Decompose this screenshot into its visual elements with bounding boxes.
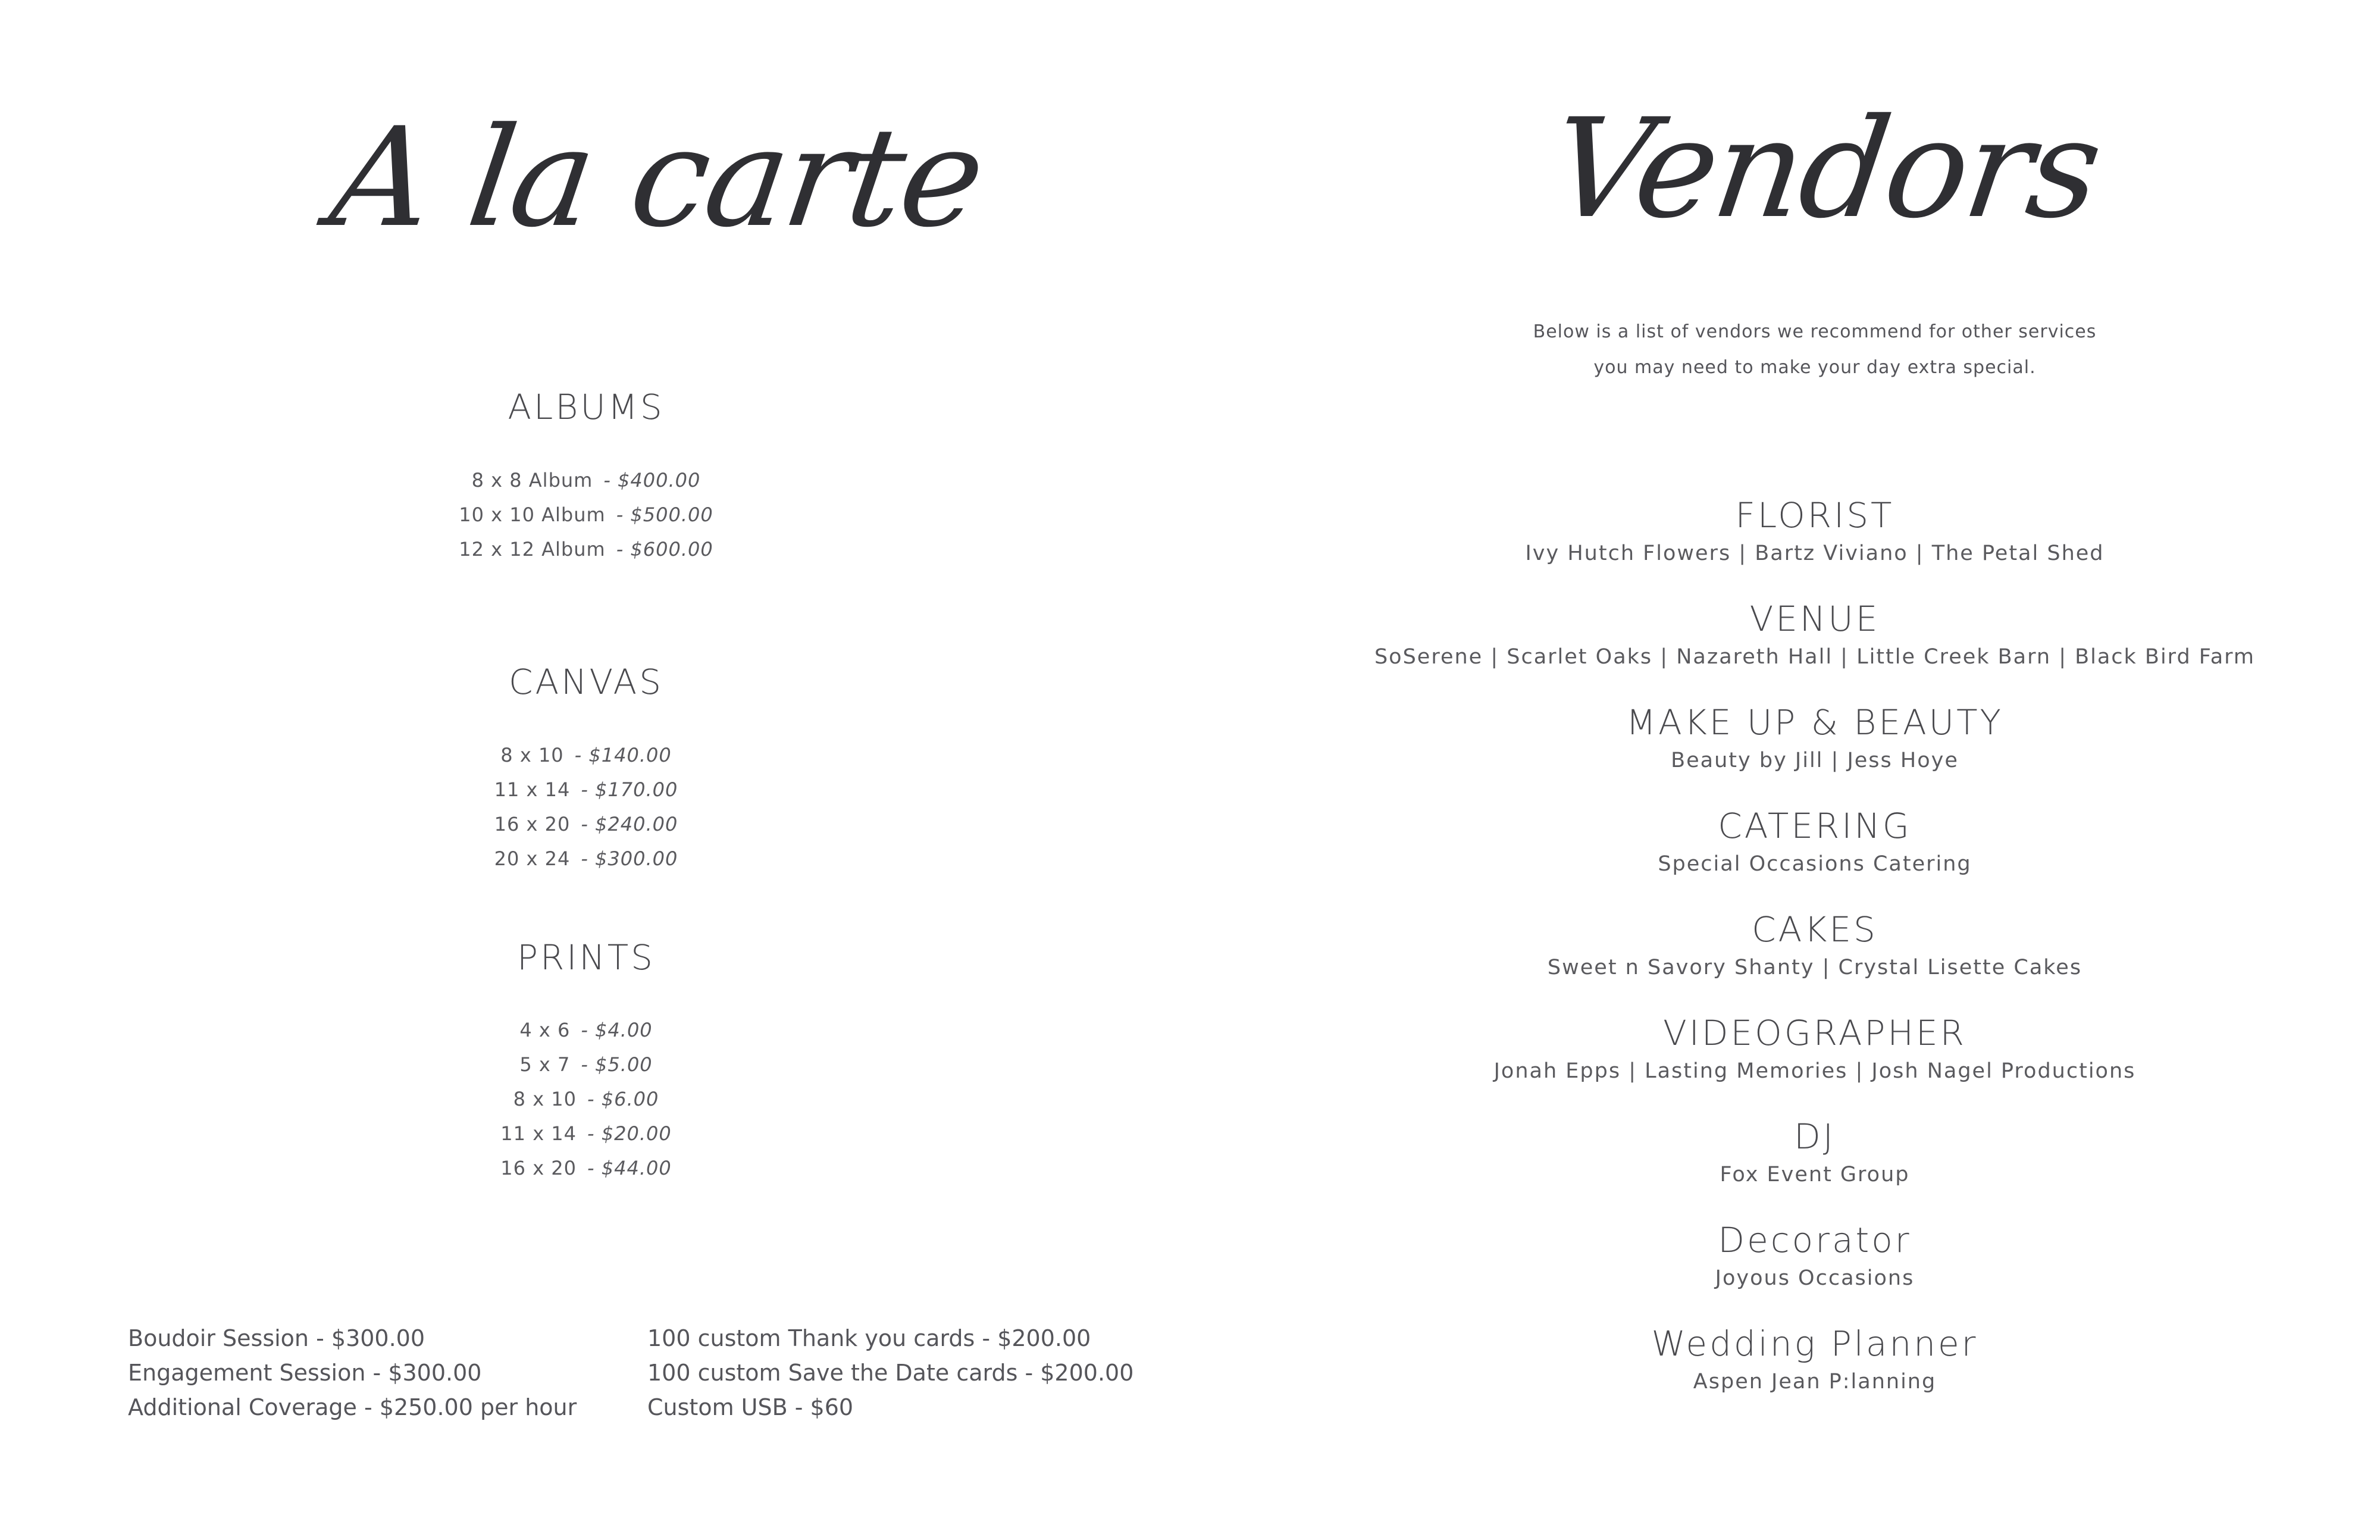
category-name: CATERING — [1718, 806, 1912, 846]
prints-heading: PRINTS — [516, 937, 655, 978]
vendor-category-wedding-planner — [1368, 1322, 2261, 1398]
item-price: - $6.00 — [587, 1088, 659, 1110]
albums-price-list — [348, 463, 824, 566]
vendor-category-catering — [1368, 805, 2261, 881]
vendor-category-makeup — [1368, 701, 2261, 777]
item-size: 8 x 8 Album — [471, 469, 593, 492]
vendors-intro — [1458, 314, 2172, 386]
category-vendors: Beauty by Jill | Jess Hoye — [1671, 749, 1959, 772]
vendor-category-videographer — [1368, 1012, 2261, 1088]
item-size: 8 x 10 — [500, 744, 564, 766]
item-size: 16 x 20 — [494, 813, 571, 835]
vendor-category-cakes — [1368, 908, 2261, 984]
category-name: VENUE — [1749, 599, 1880, 639]
price-item — [348, 1082, 824, 1116]
item-size: 4 x 6 — [519, 1019, 571, 1041]
item-size: 11 x 14 — [494, 778, 571, 801]
price-item — [348, 841, 824, 876]
item-price: - $170.00 — [581, 778, 678, 801]
albums-heading: ALBUMS — [508, 387, 665, 427]
category-vendors: Special Occasions Catering — [1658, 852, 1972, 876]
item-price: - $44.00 — [587, 1157, 672, 1179]
alacarte-title: A la carte — [322, 99, 992, 258]
item-price: - $20.00 — [587, 1122, 672, 1145]
category-name: CAKES — [1752, 909, 1878, 950]
item-price: - $140.00 — [574, 744, 672, 766]
prints-price-list — [348, 1013, 824, 1185]
item-size: 10 x 10 Album — [459, 503, 606, 526]
extra-item: 100 custom Thank you cards - $200.00 — [647, 1325, 1091, 1351]
item-price: - $300.00 — [581, 847, 678, 870]
price-item — [348, 497, 824, 532]
category-vendors: SoSerene | Scarlet Oaks | Nazareth Hall | Little Creek Barn | Black Bird Farm — [1374, 645, 2256, 669]
extra-item: Custom USB - $60 — [647, 1394, 854, 1420]
item-price: - $500.00 — [616, 503, 713, 526]
item-size: 8 x 10 — [513, 1088, 577, 1110]
category-name: VIDEOGRAPHER — [1663, 1013, 1966, 1053]
vendor-category-dj — [1368, 1115, 2261, 1191]
extra-item: Additional Coverage - $250.00 per hour — [128, 1394, 577, 1420]
item-price: - $240.00 — [581, 813, 678, 835]
item-price: - $600.00 — [616, 538, 713, 561]
category-vendors: Fox Event Group — [1720, 1163, 1910, 1187]
item-size: 20 x 24 — [494, 847, 571, 870]
vendor-category-venue — [1368, 597, 2261, 674]
vendors-title: Vendors — [1542, 90, 2109, 249]
category-vendors: Jonah Epps | Lasting Memories | Josh Nagel Productions — [1493, 1059, 2136, 1083]
item-size: 5 x 7 — [519, 1053, 571, 1076]
canvas-heading: CANVAS — [508, 662, 664, 702]
intro-line: you may need to make your day extra special. — [1593, 357, 2036, 378]
extra-item: 100 custom Save the Date cards - $200.00 — [647, 1360, 1134, 1386]
price-item — [348, 463, 824, 497]
category-name: FLORIST — [1735, 495, 1894, 536]
item-size: 16 x 20 — [500, 1157, 577, 1179]
category-name: Decorator — [1718, 1220, 1912, 1260]
price-item — [348, 772, 824, 807]
intro-line: Below is a list of vendors we recommend for other services — [1533, 321, 2097, 342]
price-item — [348, 1151, 824, 1185]
item-size: 11 x 14 — [500, 1122, 577, 1145]
price-item — [348, 807, 824, 841]
extra-item: Boudoir Session - $300.00 — [128, 1325, 425, 1351]
price-item — [348, 738, 824, 772]
vendor-category-florist — [1368, 494, 2261, 570]
item-price: - $5.00 — [581, 1053, 653, 1076]
category-vendors: Aspen Jean P:lanning — [1693, 1370, 1937, 1394]
price-item — [348, 1047, 824, 1082]
category-vendors: Sweet n Savory Shanty | Crystal Lisette Cakes — [1547, 956, 2082, 979]
item-price: - $400.00 — [603, 469, 701, 492]
category-vendors: Ivy Hutch Flowers | Bartz Viviano | The Petal Shed — [1525, 541, 2105, 565]
item-price: - $4.00 — [581, 1019, 653, 1041]
vendor-category-decorator — [1368, 1219, 2261, 1295]
category-name: Wedding Planner — [1651, 1323, 1978, 1364]
category-name: MAKE UP & BEAUTY — [1626, 702, 2003, 743]
session-extras-list — [128, 1321, 577, 1425]
category-name: DJ — [1794, 1116, 1836, 1157]
product-extras-list — [647, 1321, 1133, 1425]
canvas-price-list — [348, 738, 824, 876]
category-vendors: Joyous Occasions — [1715, 1266, 1915, 1290]
price-item — [348, 1013, 824, 1047]
price-item — [348, 532, 824, 566]
price-item — [348, 1116, 824, 1151]
item-size: 12 x 12 Album — [459, 538, 606, 561]
extra-item: Engagement Session - $300.00 — [128, 1360, 482, 1386]
